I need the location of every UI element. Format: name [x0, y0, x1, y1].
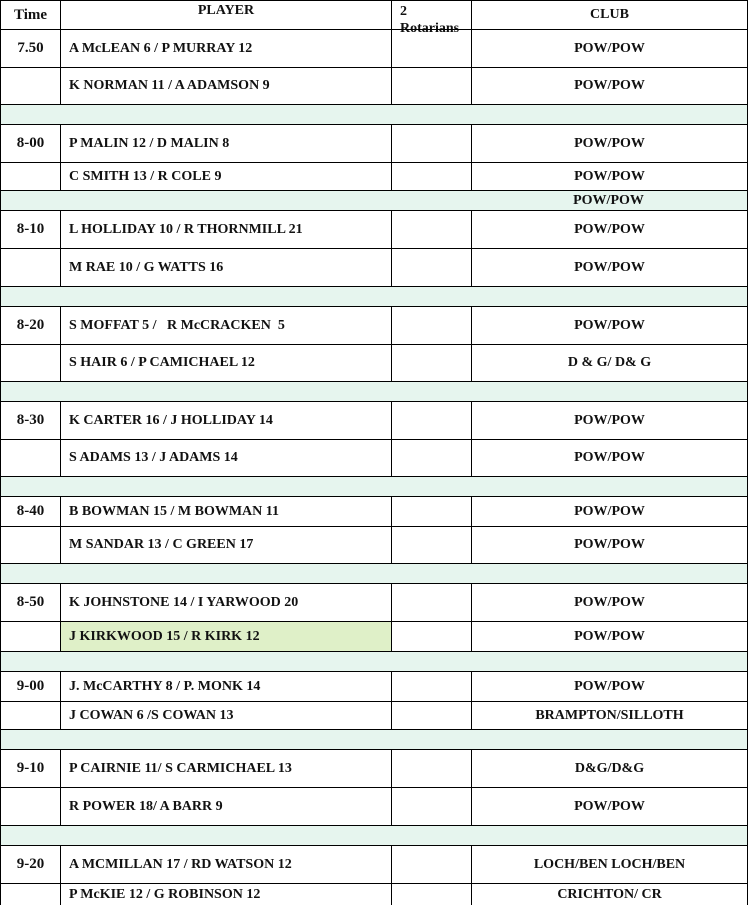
row-time: 9-10: [0, 749, 60, 787]
row-rotarians: [391, 344, 471, 381]
row-club: BRAMPTON/SILLOTH: [471, 701, 748, 729]
row-time: [0, 248, 60, 286]
table-row: [0, 344, 748, 381]
table-row: [0, 621, 748, 651]
row-time: [0, 439, 60, 476]
row-player: J COWAN 6 /S COWAN 13: [60, 701, 391, 729]
row-club: POW/POW: [471, 306, 748, 344]
row-rotarians: [391, 526, 471, 563]
row-player: A McLEAN 6 / P MURRAY 12: [60, 29, 391, 67]
table-row: [0, 439, 748, 476]
row-player: L HOLLIDAY 10 / R THORNMILL 21: [60, 210, 391, 248]
row-time: [0, 67, 60, 104]
table-row: [0, 526, 748, 563]
row-club: POW/POW: [471, 787, 748, 825]
row-player: S HAIR 6 / P CAMICHAEL 12: [60, 344, 391, 381]
row-rotarians: [391, 671, 471, 701]
separator-row: [0, 651, 748, 671]
row-rotarians: [391, 306, 471, 344]
separator-club: POW/POW: [573, 192, 644, 208]
table-row: [0, 671, 748, 701]
table-row: [0, 210, 748, 248]
separator-row: [0, 190, 748, 210]
row-rotarians: [391, 496, 471, 526]
separator-row: [0, 825, 748, 845]
row-time: [0, 787, 60, 825]
row-club: POW/POW: [471, 124, 748, 162]
row-time: [0, 701, 60, 729]
header-rotarians-label: 2 Rotarians: [400, 4, 460, 36]
row-rotarians: [391, 749, 471, 787]
row-player-highlighted: J KIRKWOOD 15 / R KIRK 12: [60, 621, 391, 651]
row-club: POW/POW: [471, 496, 748, 526]
row-player: P CAIRNIE 11/ S CARMICHAEL 13: [60, 749, 391, 787]
row-rotarians: [391, 248, 471, 286]
row-player: P McKIE 12 / G ROBINSON 12: [60, 883, 391, 905]
row-player: K NORMAN 11 / A ADAMSON 9: [60, 67, 391, 104]
row-player: S MOFFAT 5 / R McCRACKEN 5: [60, 306, 391, 344]
row-time: [0, 883, 60, 905]
row-time: 8-50: [0, 583, 60, 621]
row-player: J. McCARTHY 8 / P. MONK 14: [60, 671, 391, 701]
row-player: A MCMILLAN 17 / RD WATSON 12: [60, 845, 391, 883]
row-club: POW/POW: [471, 439, 748, 476]
header-rotarians: [391, 0, 471, 36]
row-player: R POWER 18/ A BARR 9: [60, 787, 391, 825]
row-time: 8-10: [0, 210, 60, 248]
separator-row: [0, 104, 748, 124]
separator-row: [0, 286, 748, 306]
row-player: M RAE 10 / G WATTS 16: [60, 248, 391, 286]
table-row: [0, 583, 748, 621]
row-club: D & G/ D& G: [471, 344, 748, 381]
row-player: K JOHNSTONE 14 / I YARWOOD 20: [60, 583, 391, 621]
row-time: [0, 526, 60, 563]
row-time: [0, 344, 60, 381]
row-club: POW/POW: [471, 583, 748, 621]
row-club: POW/POW: [471, 210, 748, 248]
table-row: [0, 306, 748, 344]
table-row: [0, 845, 748, 883]
row-time: 9-20: [0, 845, 60, 883]
row-time: 8-00: [0, 124, 60, 162]
table-row: [0, 29, 748, 67]
header-player: PLAYER: [60, 0, 391, 29]
table-row: [0, 701, 748, 729]
row-rotarians: [391, 439, 471, 476]
row-time: 8-30: [0, 401, 60, 439]
row-rotarians: [391, 210, 471, 248]
table-row: [0, 124, 748, 162]
separator-row: [0, 381, 748, 401]
row-time: [0, 621, 60, 651]
separator-row: [0, 729, 748, 749]
row-time: [0, 162, 60, 190]
row-rotarians: [391, 67, 471, 104]
table-row: [0, 787, 748, 825]
row-time: 7.50: [0, 29, 60, 67]
row-rotarians: [391, 787, 471, 825]
table-row: [0, 67, 748, 104]
row-rotarians: [391, 883, 471, 905]
row-club: POW/POW: [471, 162, 748, 190]
row-player: P MALIN 12 / D MALIN 8: [60, 124, 391, 162]
table-row: [0, 749, 748, 787]
row-player: M SANDAR 13 / C GREEN 17: [60, 526, 391, 563]
table-row: [0, 162, 748, 190]
row-club: POW/POW: [471, 526, 748, 563]
row-club: LOCH/BEN LOCH/BEN: [471, 845, 748, 883]
separator-row: [0, 476, 748, 496]
row-player: B BOWMAN 15 / M BOWMAN 11: [60, 496, 391, 526]
row-rotarians: [391, 845, 471, 883]
row-club: POW/POW: [471, 248, 748, 286]
separator-row: [0, 563, 748, 583]
row-rotarians: [391, 621, 471, 651]
row-club: POW/POW: [471, 401, 748, 439]
table-row: [0, 401, 748, 439]
row-club: D&G/D&G: [471, 749, 748, 787]
row-club: POW/POW: [471, 29, 748, 67]
row-rotarians: [391, 162, 471, 190]
row-rotarians: [391, 401, 471, 439]
row-player: K CARTER 16 / J HOLLIDAY 14: [60, 401, 391, 439]
row-rotarians: [391, 701, 471, 729]
row-player: C SMITH 13 / R COLE 9: [60, 162, 391, 190]
table-row: [0, 496, 748, 526]
header-row: [0, 0, 748, 36]
row-player: S ADAMS 13 / J ADAMS 14: [60, 439, 391, 476]
table-row: [0, 883, 748, 905]
row-club: POW/POW: [471, 621, 748, 651]
header-time: Time: [0, 0, 60, 29]
header-club: CLUB: [471, 0, 748, 29]
row-time: 8-40: [0, 496, 60, 526]
row-time: 9-00: [0, 671, 60, 701]
row-club: POW/POW: [471, 67, 748, 104]
row-rotarians: [391, 29, 471, 67]
row-club: POW/POW: [471, 671, 748, 701]
row-rotarians: [391, 124, 471, 162]
row-rotarians: [391, 583, 471, 621]
table-row: [0, 248, 748, 286]
row-time: 8-20: [0, 306, 60, 344]
row-club: CRICHTON/ CR: [471, 883, 748, 905]
